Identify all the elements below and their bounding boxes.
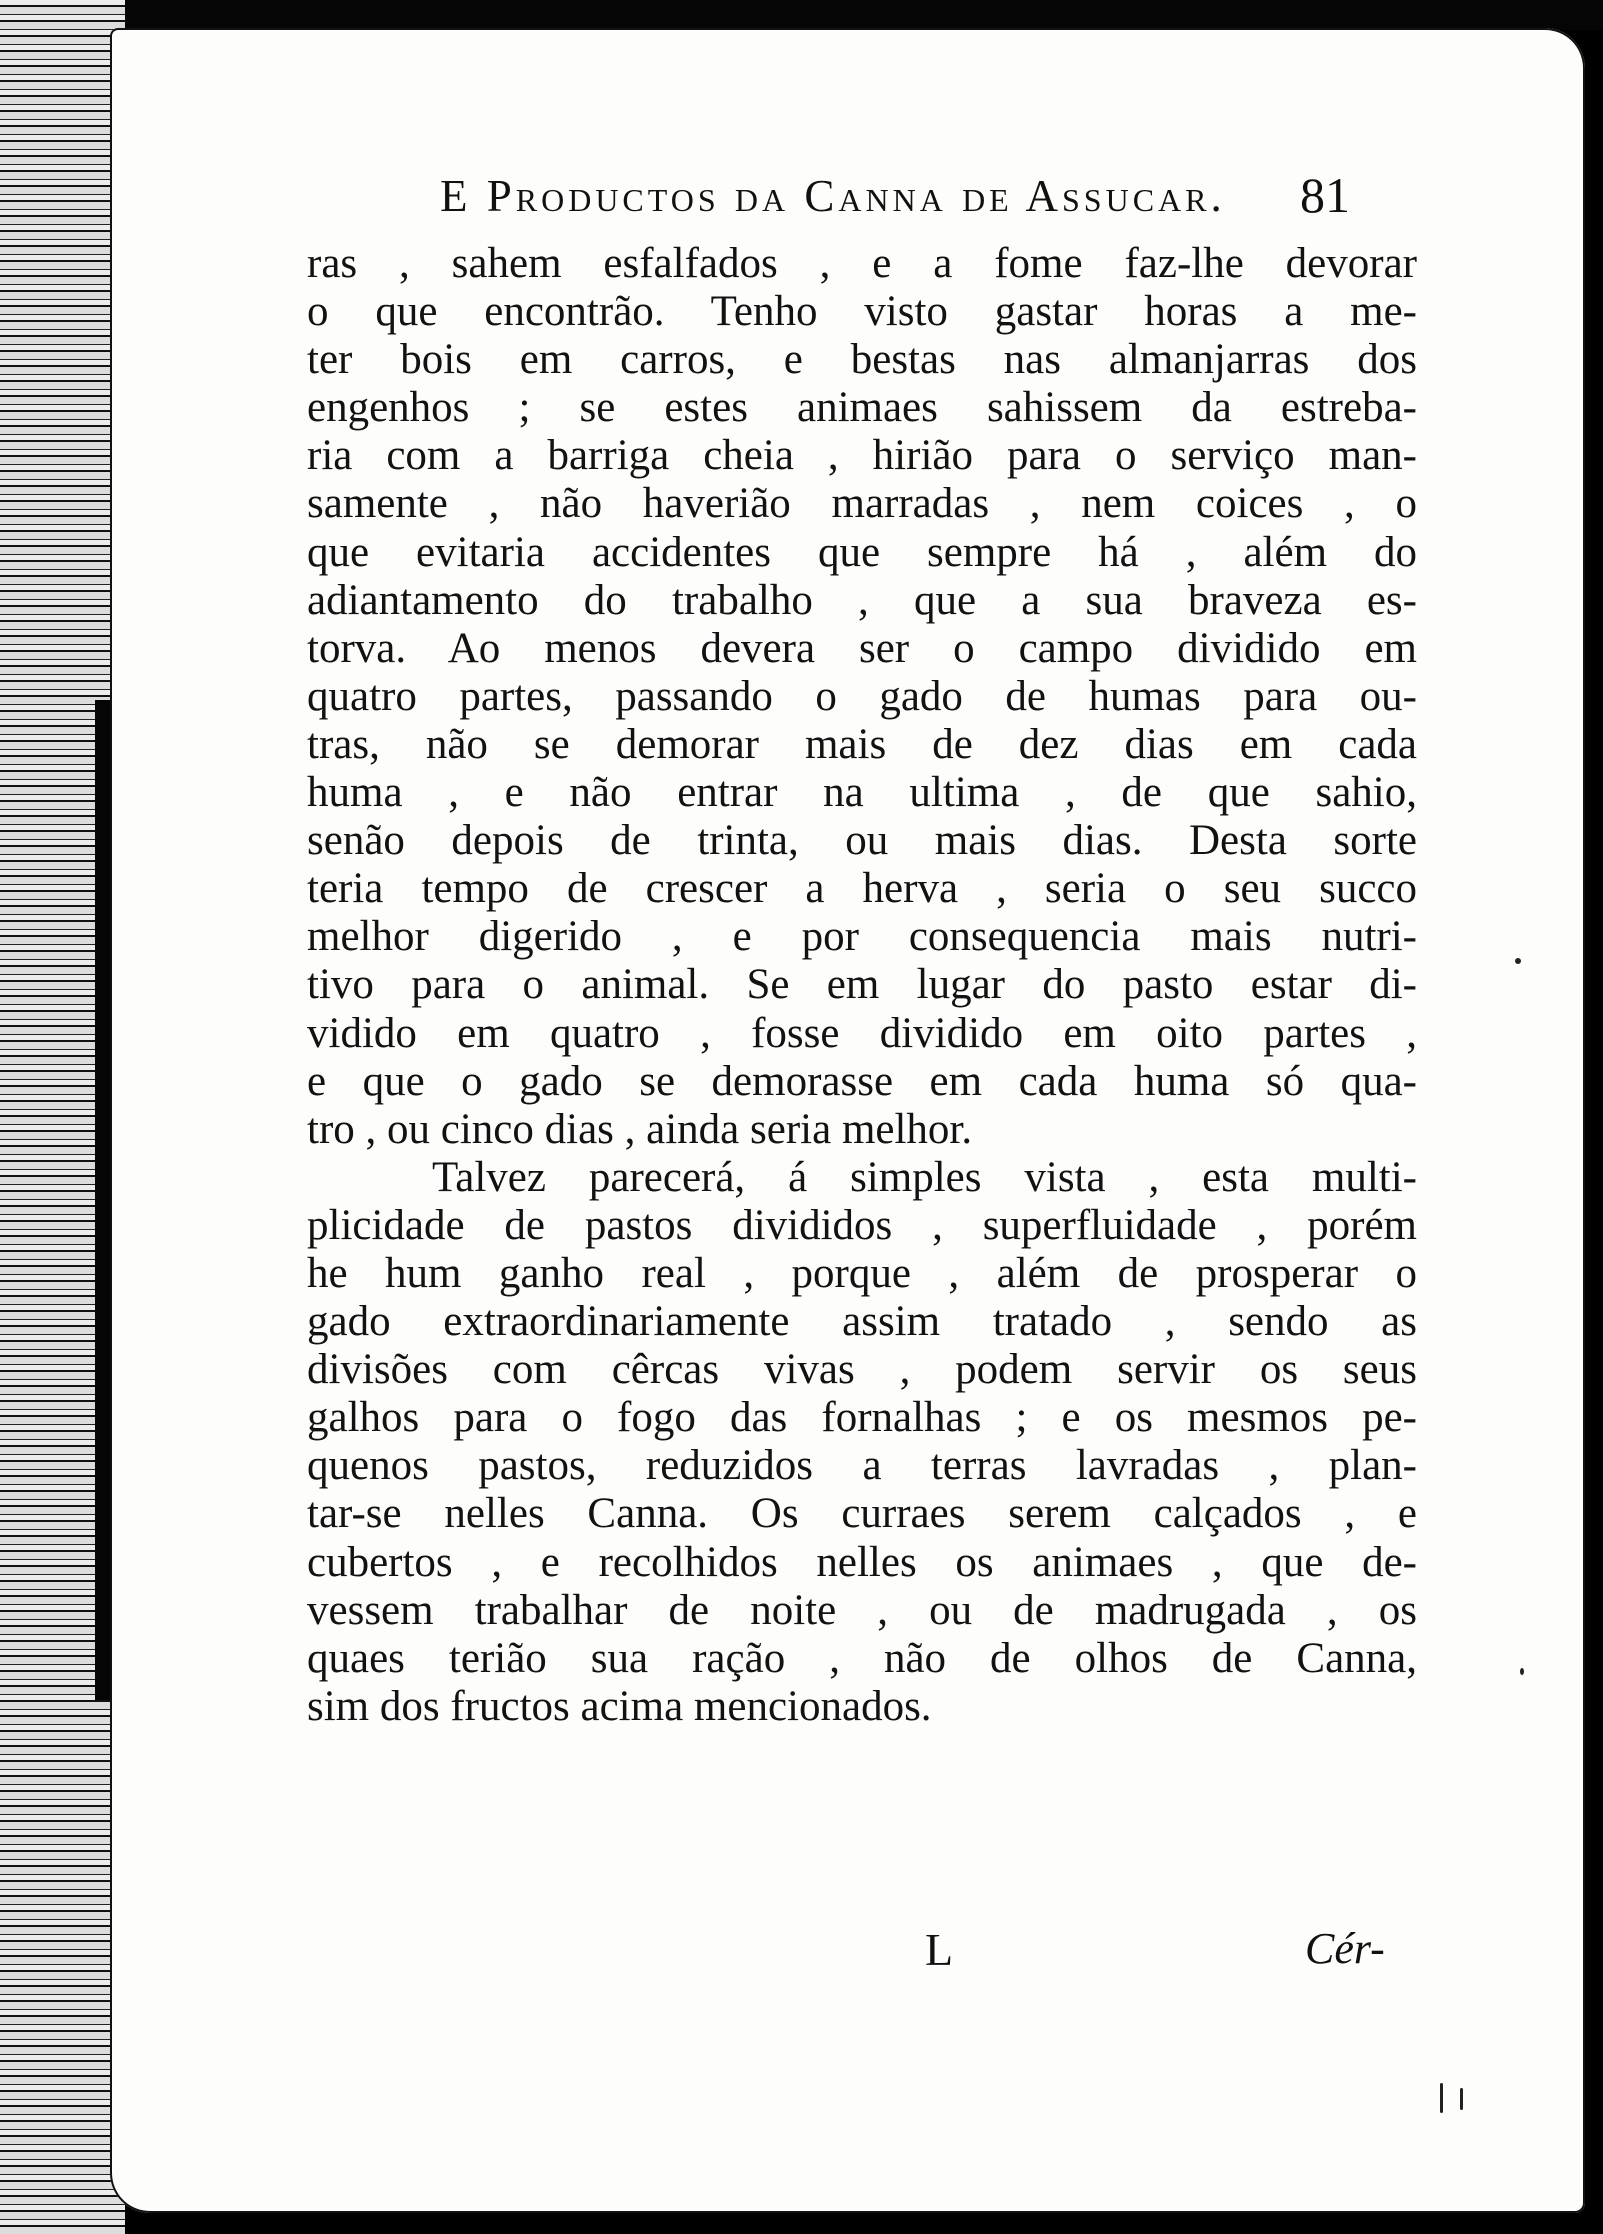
text-line: galhos para o fogo das fornalhas ; e os mesmos pe- bbox=[307, 1394, 1417, 1442]
text-line: quaes terião sua ração , não de olhos de Canna, bbox=[307, 1634, 1417, 1682]
text-line: he hum ganho real , porque , além de prosperar o bbox=[307, 1249, 1417, 1297]
catchword: Cér- bbox=[1305, 1924, 1385, 1973]
text-line: ria com a barriga cheia , hirião para o serviço man- bbox=[307, 432, 1417, 480]
ink-speck bbox=[1520, 1668, 1524, 1675]
text-line: teria tempo de crescer a herva , seria o seu succo bbox=[307, 865, 1417, 913]
text-line: cubertos , e recolhidos nelles os animaes , que de- bbox=[307, 1538, 1417, 1586]
body-text bbox=[307, 240, 1417, 1731]
scan-top-border bbox=[0, 0, 1603, 30]
text-line: gado extraordinariamente assim tratado , sendo as bbox=[307, 1298, 1417, 1346]
text-line: melhor digerido , e por consequencia mais nutri- bbox=[307, 913, 1417, 961]
page-number: 81 bbox=[1300, 167, 1350, 223]
text-line: tras, não se demorar mais de dez dias em cada bbox=[307, 720, 1417, 768]
text-line: ras , sahem esfalfados , e a fome faz-lhe devorar bbox=[307, 240, 1417, 287]
text-line: tivo para o animal. Se em lugar do pasto estar di- bbox=[307, 961, 1417, 1009]
text-line: tar-se nelles Canna. Os curraes serem calçados , e bbox=[307, 1490, 1417, 1538]
text-line: quatro partes, passando o gado de humas para ou- bbox=[307, 672, 1417, 720]
text-line: vessem trabalhar de noite , ou de madrugada , os bbox=[307, 1586, 1417, 1634]
text-line: tro , ou cinco dias , ainda seria melhor. bbox=[307, 1105, 973, 1153]
text-line: divisões com cêrcas vivas , podem servir os seus bbox=[307, 1346, 1417, 1394]
text-line: sim dos fructos acima mencionados. bbox=[307, 1682, 932, 1730]
text-line: torva. Ao menos devera ser o campo dividido em bbox=[307, 624, 1417, 672]
text-line: senão depois de trinta, ou mais dias. Desta sorte bbox=[307, 817, 1417, 865]
text-line: Talvez parecerá, á simples vista , esta multi- bbox=[432, 1153, 1417, 1201]
book-page bbox=[110, 28, 1585, 2213]
running-header-title: E Productos da Canna de Assucar. bbox=[440, 171, 1226, 221]
text-line: e que o gado se demorasse em cada huma só qua- bbox=[307, 1057, 1417, 1105]
text-line: ter bois em carros, e bestas nas almanjarras dos bbox=[307, 336, 1417, 384]
text-line: vidido em quatro , fosse dividido em oito partes , bbox=[307, 1009, 1417, 1057]
ink-speck bbox=[1440, 2083, 1443, 2113]
text-line: huma , e não entrar na ultima , de que sahio, bbox=[307, 769, 1417, 817]
signature-mark: L bbox=[925, 1924, 954, 1975]
text-line: plicidade de pastos divididos , superfluidade , porém bbox=[307, 1201, 1417, 1249]
ink-speck bbox=[1515, 958, 1521, 964]
text-line: o que encontrão. Tenho visto gastar horas a me- bbox=[307, 288, 1417, 336]
text-line: quenos pastos, reduzidos a terras lavradas , plan- bbox=[307, 1442, 1417, 1490]
text-line: adiantamento do trabalho , que a sua braveza es- bbox=[307, 576, 1417, 624]
text-line: que evitaria accidentes que sempre há , além do bbox=[307, 528, 1417, 576]
text-line: engenhos ; se estes animaes sahissem da estreba- bbox=[307, 384, 1417, 432]
text-line: samente , não haverião marradas , nem coices , o bbox=[307, 480, 1417, 528]
ink-speck bbox=[1460, 2088, 1463, 2110]
running-header bbox=[440, 170, 1440, 222]
